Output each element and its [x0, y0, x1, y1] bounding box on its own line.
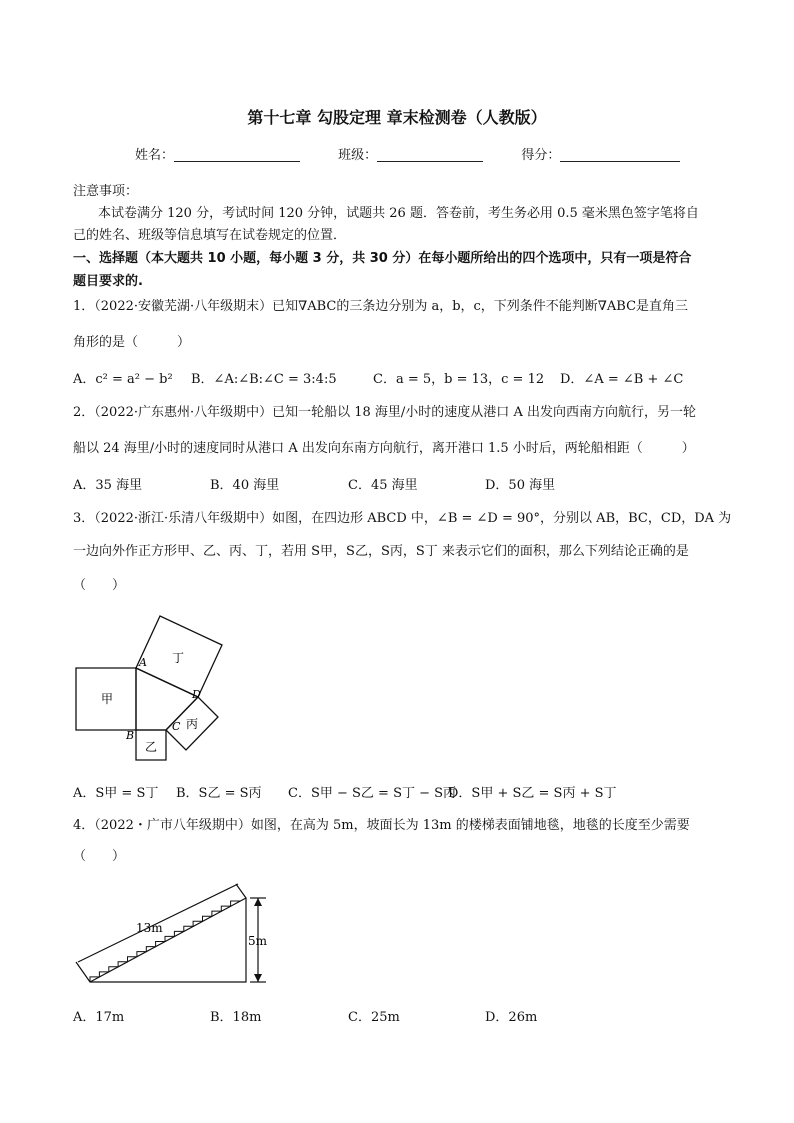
vertex-d: D	[192, 688, 201, 701]
vertex-b: B	[126, 729, 135, 742]
slope-label: 13m	[136, 921, 163, 935]
q3-option-a[interactable]: A．S甲 = S丁	[73, 786, 159, 801]
q2-option-c[interactable]: C．45 海里	[348, 478, 418, 493]
q2-option-d[interactable]: D．50 海里	[485, 478, 556, 493]
section-heading-line-2: 题目要求的.	[73, 274, 143, 289]
name-label: 姓名：	[135, 148, 175, 163]
q3-line-1: 3．（2022·浙江·乐清八年级期中）如图，在四边形 ABCD 中，∠B = ∠D = 90°，分别以 AB，BC，CD，DA 为	[73, 511, 732, 526]
q1-line-2: 角形的是（ ）	[73, 335, 191, 350]
q4-line-1: 4．（2022・广市八年级期中）如图，在高为 5m，坡面长为 13m 的楼梯表面铺地毯，地毯的长度至少需要	[73, 818, 690, 833]
q2-line-2: 船以 24 海里/小时的速度同时从港口 A 出发向东南方向航行，离开港口 1.5 小时后，两轮船相距（ ）	[73, 441, 695, 456]
vertex-c: C	[172, 720, 181, 733]
score-blank[interactable]	[560, 147, 680, 162]
q4-option-a[interactable]: A．17m	[73, 1010, 125, 1025]
q1-option-b[interactable]: B．∠A:∠B:∠C = 3:4:5	[191, 372, 337, 387]
q1-option-d[interactable]: D．∠A = ∠B + ∠C	[560, 372, 684, 387]
q3-option-b[interactable]: B．S乙 = S丙	[176, 786, 262, 801]
slope-line	[90, 898, 246, 982]
q4-option-b[interactable]: B．18m	[210, 1010, 262, 1025]
q3-option-c[interactable]: C．S甲 − S乙 = S丁 − S丙	[288, 786, 457, 801]
arrow-down-icon	[254, 974, 262, 982]
score-label: 得分：	[521, 148, 561, 163]
class-blank[interactable]	[377, 147, 483, 162]
score-field[interactable]	[521, 144, 680, 163]
name-blank[interactable]	[174, 147, 300, 162]
class-field[interactable]	[338, 144, 483, 163]
q4-option-c[interactable]: C．25m	[348, 1010, 400, 1025]
q2-option-b[interactable]: B．40 海里	[210, 478, 280, 493]
student-info-row	[135, 144, 714, 163]
q4-figure	[0, 875, 300, 990]
q3-option-d[interactable]: D．S甲 + S乙 = S丙 + S丁	[448, 786, 617, 801]
q3-line-2: 一边向外作正方形甲、乙、丙、丁，若用 S甲，S乙，S丙，S丁 来表示它们的面积，那么下列结论正确的是	[73, 544, 689, 559]
q1-option-c[interactable]: C．a = 5，b = 13，c = 12	[373, 372, 545, 387]
height-label: 5m	[248, 934, 268, 948]
notice-heading: 注意事项：	[73, 184, 139, 199]
label-ding: 丁	[172, 651, 185, 665]
arrow-up-icon	[254, 898, 262, 906]
class-label: 班级：	[338, 148, 378, 163]
notice-line-1: 本试卷满分 120 分，考试时间 120 分钟，试题共 26 题．答卷前，考生务必用 0.5 毫米黑色签字笔将自	[98, 206, 699, 221]
label-jia: 甲	[101, 692, 114, 706]
q2-option-a[interactable]: A．35 海里	[73, 478, 143, 493]
section-heading-line-1: 一、选择题（本大题共 10 小题，每小题 3 分，共 30 分）在每小题所给出的四个选项中，只有一项是符合	[73, 251, 692, 266]
name-field[interactable]	[135, 144, 300, 163]
vertex-a: A	[139, 656, 147, 669]
q1-option-a[interactable]: A．c² = a² − b²	[73, 372, 173, 387]
label-bing: 丙	[186, 717, 199, 731]
q4-option-d[interactable]: D．26m	[485, 1010, 538, 1025]
q2-line-1: 2．（2022·广东惠州·八年级期中）已知一轮船以 18 海里/小时的速度从港口 A 出发向西南方向航行，另一轮	[73, 405, 696, 420]
q1-line-1: 1．（2022·安徽芜湖·八年级期末）已知∇ABC的三条边分别为 a，b，c，下列条件不能判断∇ABC是直角三	[73, 299, 689, 314]
label-yi: 乙	[145, 740, 158, 754]
notice-line-2: 己的姓名、班级等信息填写在试卷规定的位置．	[73, 228, 347, 243]
q3-line-3: （ ）	[73, 578, 126, 593]
q4-line-2: （ ）	[73, 849, 126, 864]
page-title: 第十七章 勾股定理 章末检测卷（人教版）	[247, 108, 547, 127]
q3-figure	[0, 600, 260, 770]
